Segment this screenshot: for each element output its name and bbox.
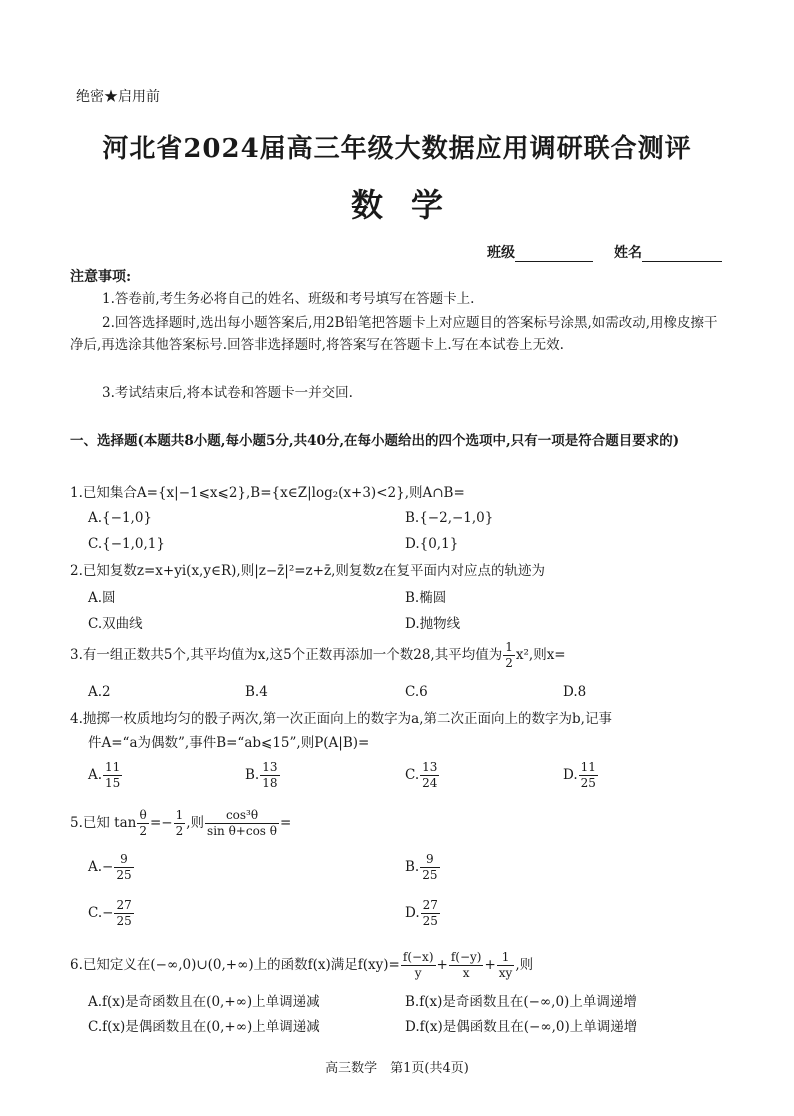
q6-option-b: B.f(x)是奇函数且在(−∞,0)上单调递增 bbox=[405, 994, 637, 1010]
q4-d-prefix: D. bbox=[563, 767, 578, 783]
q5-d-fraction bbox=[421, 898, 440, 929]
class-field bbox=[487, 242, 593, 262]
q2-option-d: D.抛物线 bbox=[405, 616, 461, 632]
q1-option-c: C.{−1,0,1} bbox=[88, 536, 165, 552]
q4-option-d bbox=[563, 760, 599, 791]
section-heading: 一、选择题(本题共8小题,每小题5分,共40分,在每小题给出的四个选项中,只有一项是符合题目要求的) bbox=[70, 433, 680, 449]
q5-fraction-3 bbox=[205, 808, 279, 839]
question-4-stem-line-1: 4.抛掷一枚质地均匀的骰子两次,第一次正面向上的数字为a,第二次正面向上的数字为b,记事 bbox=[70, 711, 612, 727]
q4-d-fraction bbox=[579, 760, 598, 791]
q5-stem-post: = bbox=[280, 815, 292, 831]
q6-f3-num: 1 bbox=[497, 950, 515, 966]
q6-fraction-1 bbox=[401, 950, 436, 981]
q3-stem-post: x²,则x= bbox=[515, 647, 566, 663]
q5-f1-den: 2 bbox=[139, 824, 147, 838]
q4-b-den: 18 bbox=[262, 776, 278, 790]
q5-c-den: 25 bbox=[116, 914, 132, 928]
q5-b-fraction bbox=[420, 852, 439, 883]
q6-f3-den: xy bbox=[498, 966, 513, 980]
question-6-stem bbox=[70, 950, 730, 981]
q2-option-a: A.圆 bbox=[88, 590, 116, 606]
notice-item-3: 3.考试结束后,将本试卷和答题卡一并交回. bbox=[102, 385, 353, 401]
q6-f2-num: f(−y) bbox=[450, 950, 482, 964]
q5-b-den: 25 bbox=[422, 868, 438, 882]
q6-stem-post: ,则 bbox=[515, 957, 534, 973]
q6-f2-den: x bbox=[462, 966, 470, 980]
q3-option-d: D.8 bbox=[563, 684, 587, 700]
q5-option-d bbox=[405, 898, 441, 929]
name-field bbox=[614, 242, 722, 262]
question-2-stem: 2.已知复数z=x+yi(x,y∈R),则|z−z̄|²=z+z̄,则复数z在复平面内对应点的轨迹为 bbox=[70, 563, 545, 579]
q5-b-num: 9 bbox=[420, 852, 439, 868]
q4-d-num: 11 bbox=[580, 760, 596, 774]
q5-a-prefix: A.− bbox=[88, 859, 114, 875]
class-label: 班级 bbox=[487, 245, 515, 261]
q5-c-num: 27 bbox=[116, 898, 132, 912]
q6-option-a: A.f(x)是奇函数且在(0,+∞)上单调递减 bbox=[88, 994, 320, 1010]
q6-option-d: D.f(x)是偶函数且在(−∞,0)上单调递增 bbox=[405, 1019, 638, 1035]
q5-stem-mid: =− bbox=[149, 815, 173, 831]
q4-a-prefix: A. bbox=[88, 767, 103, 783]
q5-f3-num: cos³θ bbox=[205, 808, 279, 824]
q5-f3-den: sin θ+cos θ bbox=[207, 824, 278, 838]
q6-plus-2: + bbox=[484, 957, 496, 973]
q5-d-num: 27 bbox=[422, 898, 438, 912]
q6-f1-num: f(−x) bbox=[402, 950, 434, 964]
q5-a-num: 9 bbox=[114, 852, 133, 868]
q3-option-a: A.2 bbox=[88, 684, 111, 700]
q5-c-prefix: C.− bbox=[88, 905, 114, 921]
q4-option-b bbox=[245, 760, 281, 791]
q4-c-den: 24 bbox=[422, 776, 438, 790]
question-4-stem-line-2: 件A=“a为偶数”,事件B=“ab⩽15”,则P(A|B)= bbox=[88, 735, 370, 751]
question-3-stem bbox=[70, 640, 730, 671]
exam-title: 河北省2024届高三年级大数据应用调研联合测评 bbox=[102, 134, 692, 164]
q4-c-prefix: C. bbox=[405, 767, 420, 783]
q4-a-den: 15 bbox=[105, 776, 121, 790]
q4-b-num: 13 bbox=[262, 760, 278, 774]
q6-stem-pre: 6.已知定义在(−∞,0)∪(0,+∞)上的函数f(x)满足f(xy)= bbox=[70, 957, 400, 973]
q5-stem-mid2: ,则 bbox=[186, 815, 205, 831]
q5-fraction-2 bbox=[174, 808, 186, 839]
q5-stem-pre: 5.已知 tan bbox=[70, 815, 137, 831]
q4-a-fraction bbox=[103, 760, 122, 791]
q3-option-b: B.4 bbox=[245, 684, 268, 700]
q5-d-den: 25 bbox=[422, 914, 438, 928]
page-footer: 高三数学 第1页(共4页) bbox=[325, 1061, 469, 1076]
q3-option-c: C.6 bbox=[405, 684, 428, 700]
secret-label: 绝密★启用前 bbox=[76, 89, 160, 105]
q4-option-c bbox=[405, 760, 440, 791]
q4-option-a bbox=[88, 760, 123, 791]
q5-a-fraction bbox=[114, 852, 133, 883]
name-blank bbox=[642, 247, 722, 262]
q5-f1-num: θ bbox=[137, 808, 149, 824]
q5-f2-num: 1 bbox=[175, 808, 184, 822]
q6-fraction-2 bbox=[449, 950, 484, 981]
question-1-stem: 1.已知集合A={x|−1⩽x⩽2},B={x∈Z|log₂(x+3)<2},则A∩B= bbox=[70, 485, 465, 501]
q5-c-fraction bbox=[114, 898, 133, 929]
q5-f2-den: 2 bbox=[175, 824, 184, 838]
q4-a-num: 11 bbox=[105, 760, 121, 774]
q5-option-b bbox=[405, 852, 441, 883]
q3-frac-den: 2 bbox=[505, 656, 513, 670]
class-blank bbox=[515, 247, 593, 262]
question-5-stem bbox=[70, 808, 730, 839]
q6-fraction-3 bbox=[497, 950, 515, 981]
notice-item-2: 2.回答选择题时,选出每小题答案后,用2B铅笔把答题卡上对应题目的答案标号涂黑,如需改动,用橡皮擦干净后,再选涂其他答案标号.回答非选择题时,将答案写在答题卡上.写在本试卷上无效. bbox=[70, 315, 718, 353]
q5-option-c bbox=[88, 898, 135, 929]
q4-b-prefix: B. bbox=[245, 767, 260, 783]
q5-b-prefix: B. bbox=[405, 859, 420, 875]
q5-d-prefix: D. bbox=[405, 905, 420, 921]
notice-heading: 注意事项: bbox=[70, 269, 132, 285]
subject-title: 数学 bbox=[350, 186, 471, 224]
q6-option-c: C.f(x)是偶函数且在(0,+∞)上单调递减 bbox=[88, 1019, 320, 1035]
q4-b-fraction bbox=[260, 760, 279, 791]
q1-option-a: A.{−1,0} bbox=[88, 510, 152, 526]
q4-c-num: 13 bbox=[422, 760, 438, 774]
q5-a-den: 25 bbox=[116, 868, 132, 882]
name-label: 姓名 bbox=[614, 245, 642, 261]
q5-option-a bbox=[88, 852, 135, 883]
q2-option-b: B.椭圆 bbox=[405, 590, 447, 606]
q3-fraction bbox=[503, 640, 515, 671]
q5-fraction-1 bbox=[137, 808, 149, 839]
q3-stem-pre: 3.有一组正数共5个,其平均值为x,这5个正数再添加一个数28,其平均值为 bbox=[70, 647, 503, 663]
q3-frac-num: 1 bbox=[505, 640, 513, 654]
q1-option-d: D.{0,1} bbox=[405, 536, 459, 552]
q6-plus-1: + bbox=[436, 957, 448, 973]
q4-c-fraction bbox=[420, 760, 439, 791]
notice-item-1: 1.答卷前,考生务必将自己的姓名、班级和考号填写在答题卡上. bbox=[102, 291, 475, 307]
q4-d-den: 25 bbox=[580, 776, 596, 790]
q2-option-c: C.双曲线 bbox=[88, 616, 143, 632]
q6-f1-den: y bbox=[414, 966, 422, 980]
q1-option-b: B.{−2,−1,0} bbox=[405, 510, 494, 526]
